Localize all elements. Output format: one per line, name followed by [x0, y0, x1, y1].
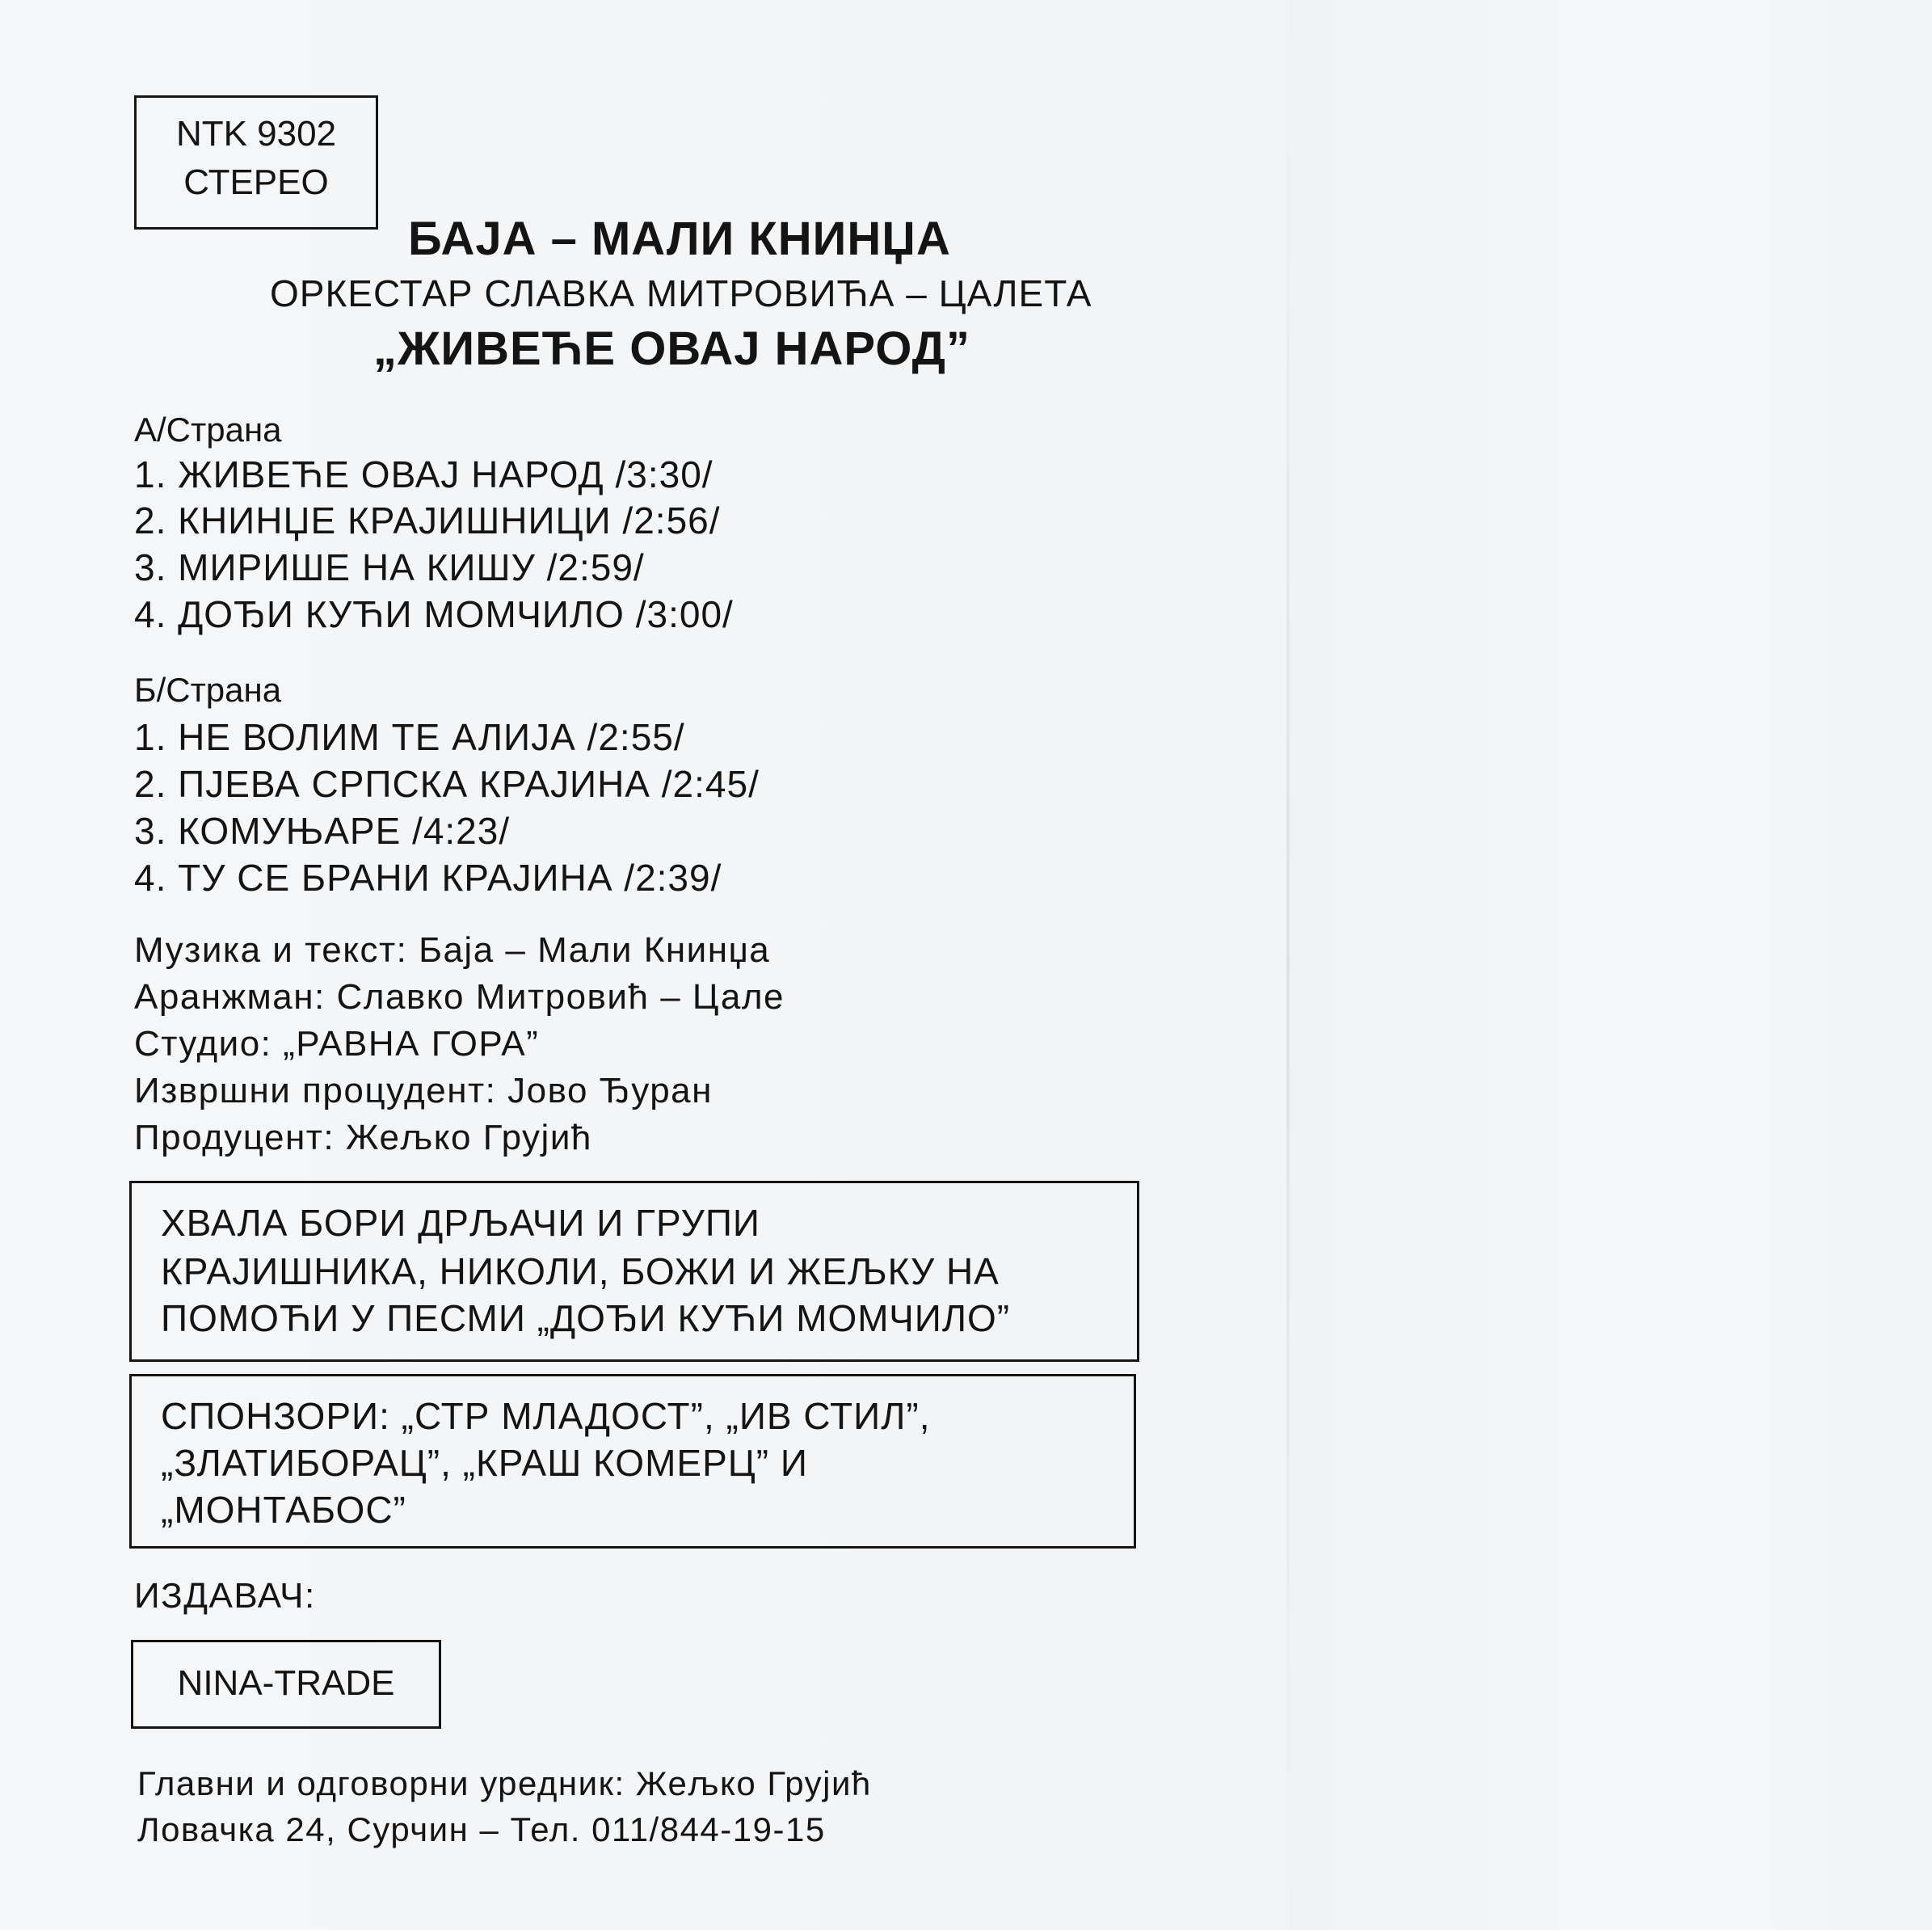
- thanks-box: [129, 1181, 1139, 1362]
- side-a-track: 2. КНИНЏЕ КРАЈИШНИЦИ /2:56/: [134, 499, 721, 541]
- artist-title: БАЈА – МАЛИ КНИНЏА: [408, 213, 951, 265]
- credit-line: Продуцент: Жељко Грујић: [134, 1118, 592, 1157]
- orchestra-subtitle: ОРКЕСТАР СЛАВКА МИТРОВИЋА – ЦАЛЕТА: [270, 272, 1092, 314]
- address-line: Ловачка 24, Сурчин – Тел. 011/844-19-15: [137, 1810, 826, 1848]
- catalog-format: СТЕРЕО: [183, 162, 329, 202]
- editor-line: Главни и одговорни уредник: Жељко Грујић: [137, 1764, 872, 1802]
- sponsors-line: „ЗЛАТИБОРАЦ”, „КРАШ КОМЕРЦ” И: [161, 1442, 808, 1484]
- publisher-box: [131, 1640, 441, 1729]
- publisher-label: ИЗДАВАЧ:: [134, 1576, 316, 1616]
- album-title: „ЖИВЕЋЕ ОВАЈ НАРОД”: [373, 322, 970, 375]
- side-a-label: A/Страна: [134, 411, 282, 449]
- side-a-track: 1. ЖИВЕЋЕ ОВАЈ НАРОД /3:30/: [134, 453, 713, 495]
- side-b-label: Б/Страна: [134, 671, 282, 709]
- catalog-number: NTK 9302: [175, 114, 337, 154]
- side-b-track: 1. НЕ ВОЛИМ ТЕ АЛИЈА /2:55/: [134, 716, 685, 758]
- credit-line: Студио: „РАВНА ГОРА”: [134, 1024, 540, 1064]
- blank-back-panel: [1290, 0, 1932, 1930]
- credit-line: Музика и текст: Баја – Мали Книнџа: [134, 930, 771, 970]
- side-a-track: 4. ДОЂИ КУЋИ МОМЧИЛО /3:00/: [134, 593, 734, 635]
- thanks-line: КРАЈИШНИКА, НИКОЛИ, БОЖИ И ЖЕЉКУ НА: [161, 1250, 1000, 1292]
- catalog-box: [134, 95, 378, 230]
- sponsors-box: [129, 1374, 1136, 1549]
- fold-line: [1286, 24, 1290, 1899]
- thanks-line: ПОМОЋИ У ПЕСМИ „ДОЂИ КУЋИ МОМЧИЛО”: [161, 1297, 1011, 1339]
- side-b-track: 3. КОМУЊАРЕ /4:23/: [134, 810, 511, 852]
- side-b-track: 4. ТУ СЕ БРАНИ КРАЈИНА /2:39/: [134, 857, 722, 899]
- credit-line: Извршни процудент: Јово Ђуран: [134, 1071, 713, 1110]
- publisher-name: NINA-TRADE: [177, 1663, 395, 1703]
- side-a-track: 3. МИРИШЕ НА КИШУ /2:59/: [134, 546, 645, 588]
- side-b-track: 2. ПЈЕВА СРПСКА КРАЈИНА /2:45/: [134, 763, 760, 805]
- sponsors-line: „МОНТАБОС”: [161, 1489, 406, 1531]
- credit-line: Аранжман: Славко Митровић – Цале: [134, 977, 785, 1017]
- sponsors-line: СПОНЗОРИ: „СТР МЛАДОСТ”, „ИВ СТИЛ”,: [161, 1395, 931, 1437]
- thanks-line: ХВАЛА БОРИ ДРЉАЧИ И ГРУПИ: [161, 1202, 760, 1244]
